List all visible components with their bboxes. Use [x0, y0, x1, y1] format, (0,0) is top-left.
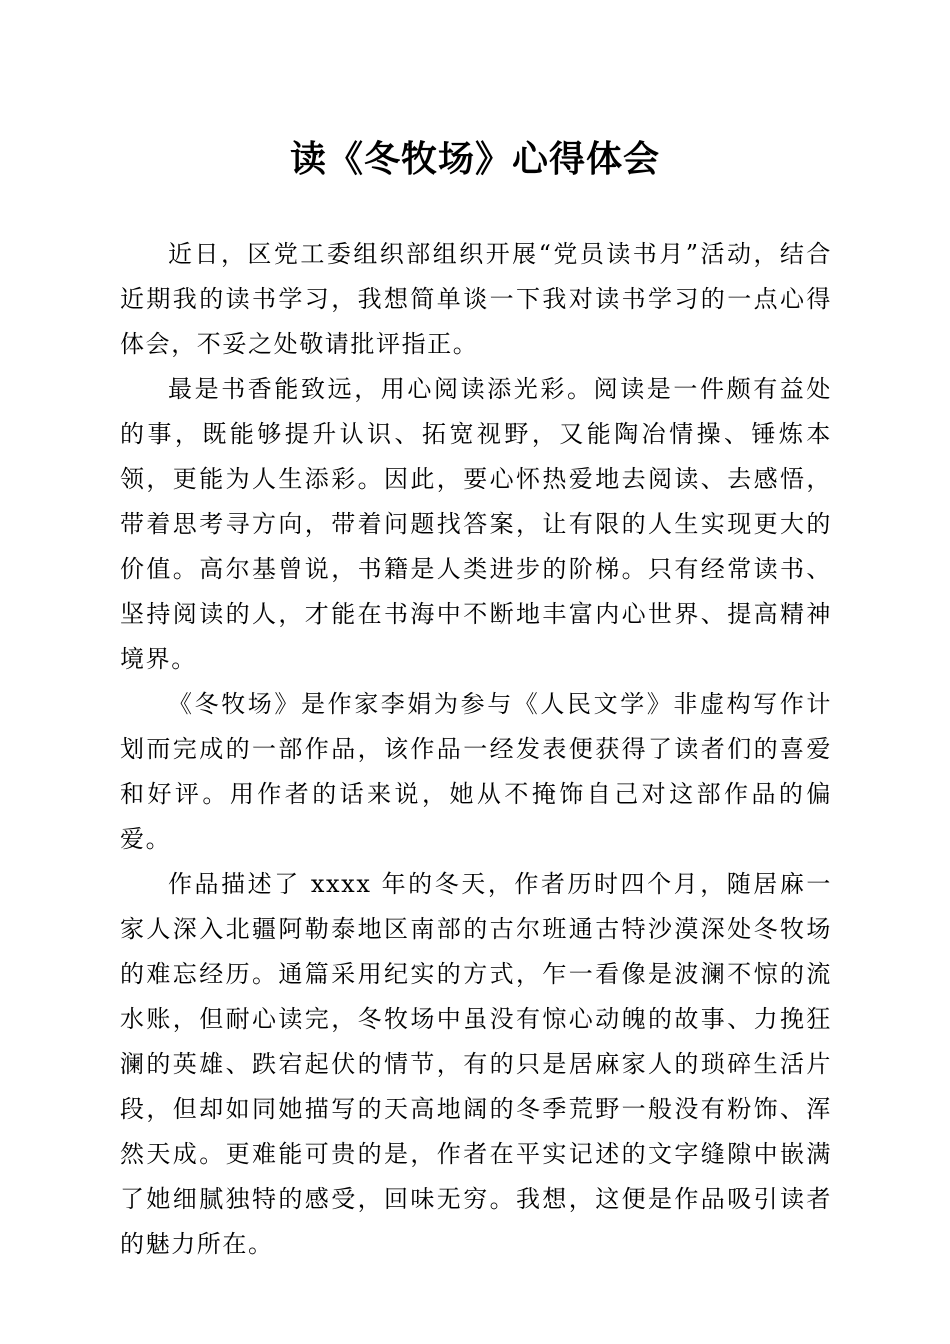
paragraph-reading-value: 最是书香能致远，用心阅读添光彩。阅读是一件颇有益处的事，既能够提升认识、拓宽视野，又能陶冶情操、锤炼本领，更能为人生添彩。因此，要心怀热爱地去阅读、去感悟，带着思考寻方向，带着问题找答案，让有限的人生实现更大的价值。高尔基曾说，书籍是人类进步的阶梯。只有经常读书、坚持阅读的人，才能在书海中不断地丰富内心世界、提高精神境界。 — [120, 375, 832, 673]
document-body — [120, 232, 832, 1267]
paragraph-book-content: 作品描述了 xxxx 年的冬天，作者历时四个月，随居麻一家人深入北疆阿勒泰地区南部的古尔班通古特沙漠深处冬牧场的难忘经历。通篇采用纪实的方式，乍一看像是波澜不惊的流水账，但耐心读完，冬牧场中虽没有惊心动魄的故事、力挽狂澜的英雄、跌宕起伏的情节，有的只是居麻家人的琐碎生活片段，但却如同她描写的天高地阔的冬季荒野一般没有粉饰、浑然天成。更难能可贵的是，作者在平实记述的文字缝隙中嵌满了她细腻独特的感受，回味无穷。我想，这便是作品吸引读者的魅力所在。 — [120, 870, 832, 1258]
paragraph-book-introduction: 《冬牧场》是作家李娟为参与《人民文学》非虚构写作计划而完成的一部作品，该作品一经发表便获得了读者们的喜爱和好评。用作者的话来说，她从不掩饰自己对这部作品的偏爱。 — [120, 690, 832, 853]
paragraph-intro: 近日，区党工委组织部组织开展“党员读书月”活动，结合近期我的读书学习，我想简单谈一下我对读书学习的一点心得体会，不妥之处敬请批评指正。 — [120, 240, 832, 358]
document-title: 读《冬牧场》心得体会 — [289, 138, 660, 180]
